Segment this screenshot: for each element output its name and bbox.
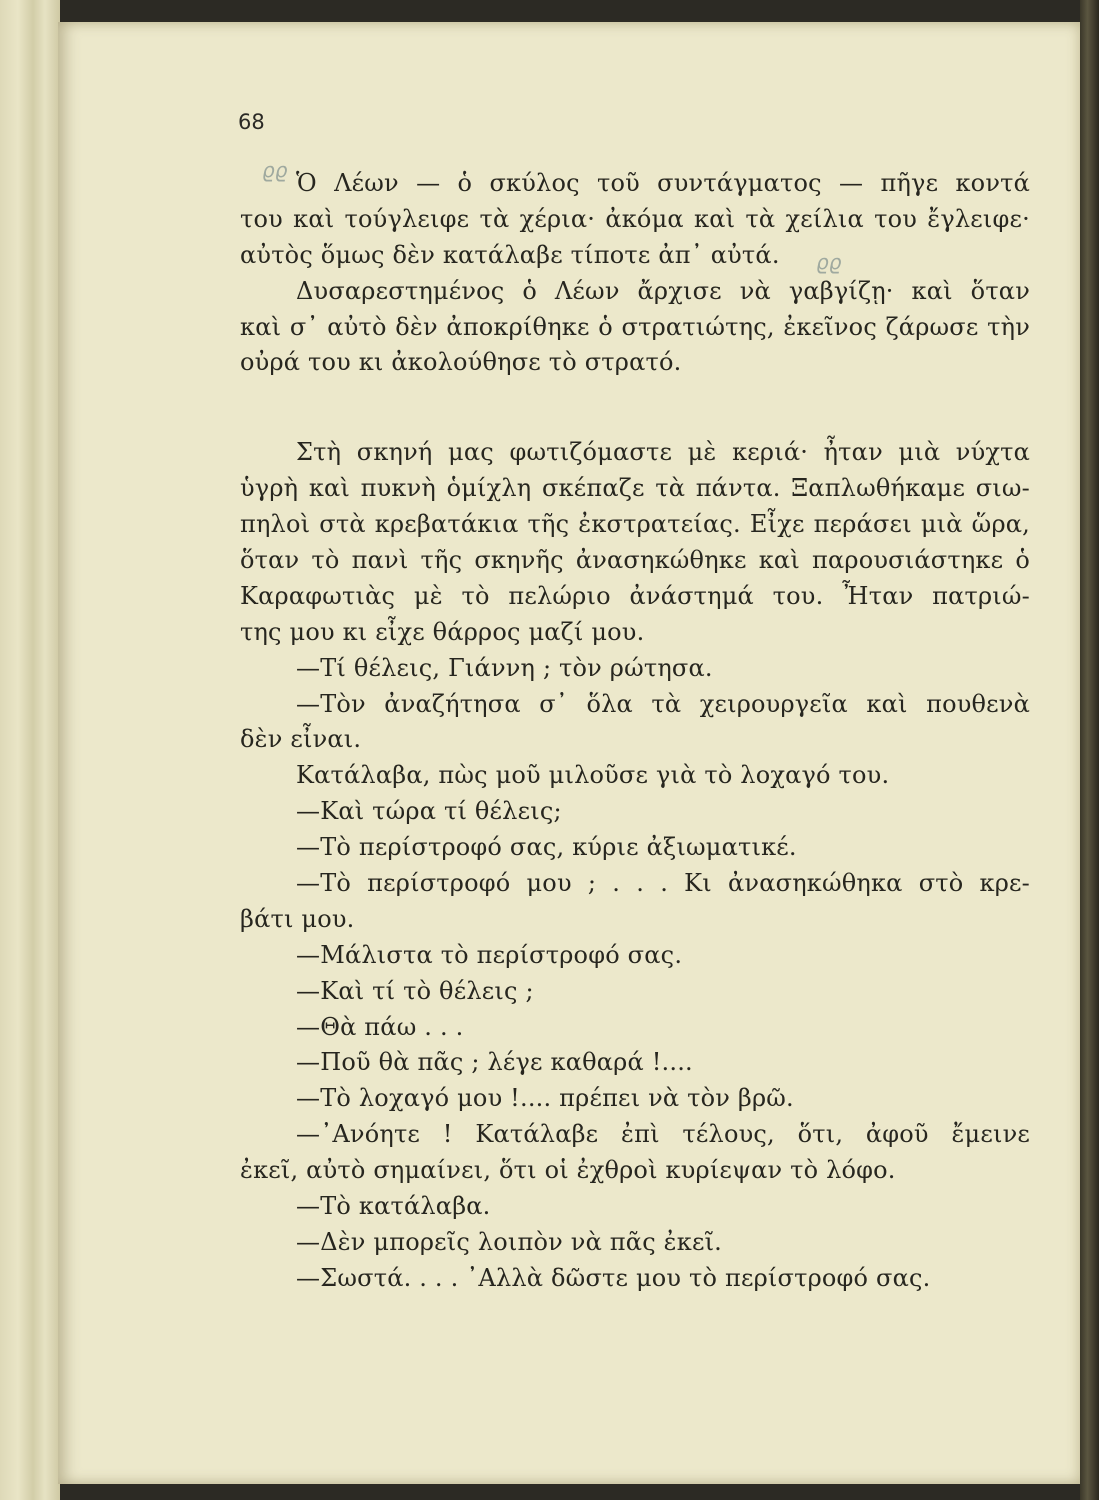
text-line: —Τί θέλεις, Γιάννη ; τὸν ρώτησα. (296, 653, 713, 682)
text-line: —Σωστά. . . . ᾿Αλλὰ δῶστε μου τὸ περίστροφό σας. (296, 1263, 931, 1292)
text-line: —Μάλιστα τὸ περίστροφό σας. (296, 940, 683, 969)
book-right-edge (1080, 0, 1099, 1500)
text-line: ὅταν τὸ πανὶ τῆς σκηνῆς ἀνασηκώθηκε καὶ παρουσιάστηκε ὁ (240, 546, 1030, 575)
text-line: —Καὶ τί τὸ θέλεις ; (296, 976, 534, 1005)
text-line: βάτι μου. (240, 904, 355, 933)
text-line: —Τὸν ἀναζήτησα σ᾿ ὅλα τὰ χειρουργεῖα καὶ πουθενὰ (296, 689, 1030, 718)
text-line: πηλοὶ στὰ κρεβατάκια τῆς ἐκστρατείας. Εἶχε περάσει μιὰ ὥρα, (240, 510, 1030, 539)
text-line: —᾿Ανόητε ! Κατάλαβε ἐπὶ τέλους, ὅτι, ἀφοῦ ἔμεινε (296, 1120, 1030, 1149)
text-line: —Θὰ πάω . . . (296, 1012, 464, 1041)
text-line: —Δὲν μπορεῖς λοιπὸν νὰ πᾶς ἐκεῖ. (296, 1227, 723, 1256)
text-line: καὶ σ᾿ αὐτὸ δὲν ἀποκρίθηκε ὁ στρατιώτης, ἐκεῖνος ζάρωσε τὴν (240, 312, 1030, 341)
text-line: Ὁ Λέων — ὁ σκύλος τοῦ συντάγματος — πῆγε κοντά (296, 169, 1030, 197)
text-line: Δυσαρεστημένος ὁ Λέων ἄρχισε νὰ γαβγίζῃ· καὶ ὅταν (296, 276, 1030, 305)
text-line: αὐτὸς ὅμως δὲν κατάλαβε τίποτε ἀπ᾿ αὐτά. (240, 240, 780, 269)
text-line: του καὶ τούγλειφε τὰ χέρια· ἀκόμα καὶ τὰ χείλια του ἔγλειφε· (240, 204, 1030, 233)
text-line: Κατάλαβα, πὼς μοῦ μιλοῦσε γιὰ τὸ λοχαγό του. (296, 761, 890, 790)
text-line: δὲν εἶναι. (240, 725, 362, 754)
page-number: 68 (238, 110, 265, 134)
text-line: —Τὸ λοχαγό μου !.... πρέπει νὰ τὸν βρῶ. (296, 1084, 794, 1113)
text-line: Καραφωτιὰς μὲ τὸ πελώριο ἀνάστημά του. Ἦταν πατριώ- (240, 581, 1030, 610)
text-line: Στὴ σκηνή μας φωτιζόμαστε μὲ κεριά· ἦταν μιὰ νύχτα (296, 438, 1030, 467)
text-line: —Τὸ κατάλαβα. (296, 1192, 491, 1221)
body-text (240, 166, 1030, 1297)
text-line: της μου κι εἶχε θάρρος μαζί μου. (240, 617, 645, 646)
text-line: —Ποῦ θὰ πᾶς ; λέγε καθαρά !.... (296, 1048, 693, 1077)
book-spine-edge (0, 0, 60, 1500)
pencil-mark: ϱϱ (262, 158, 288, 182)
text-line: —Τὸ περίστροφό μου ; . . . Κι ἀνασηκώθηκα στὸ κρε- (296, 869, 1030, 898)
pencil-mark: ϱϱ (816, 250, 842, 274)
paragraph-gap (240, 381, 1030, 435)
text-line: —Καὶ τώρα τί θέλεις; (296, 797, 562, 826)
text-line: —Τὸ περίστροφό σας, κύριε ἀξιωματικέ. (296, 833, 797, 862)
text-line: οὐρά του κι ἀκολούθησε τὸ στρατό. (240, 348, 682, 377)
text-line: ἐκεῖ, αὐτὸ σημαίνει, ὅτι οἱ ἐχθροὶ κυρίεψαν τὸ λόφο. (240, 1156, 896, 1185)
text-line: ὑγρὴ καὶ πυκνὴ ὁμίχλη σκέπαζε τὰ πάντα. Ξαπλωθήκαμε σιω- (240, 474, 1030, 503)
